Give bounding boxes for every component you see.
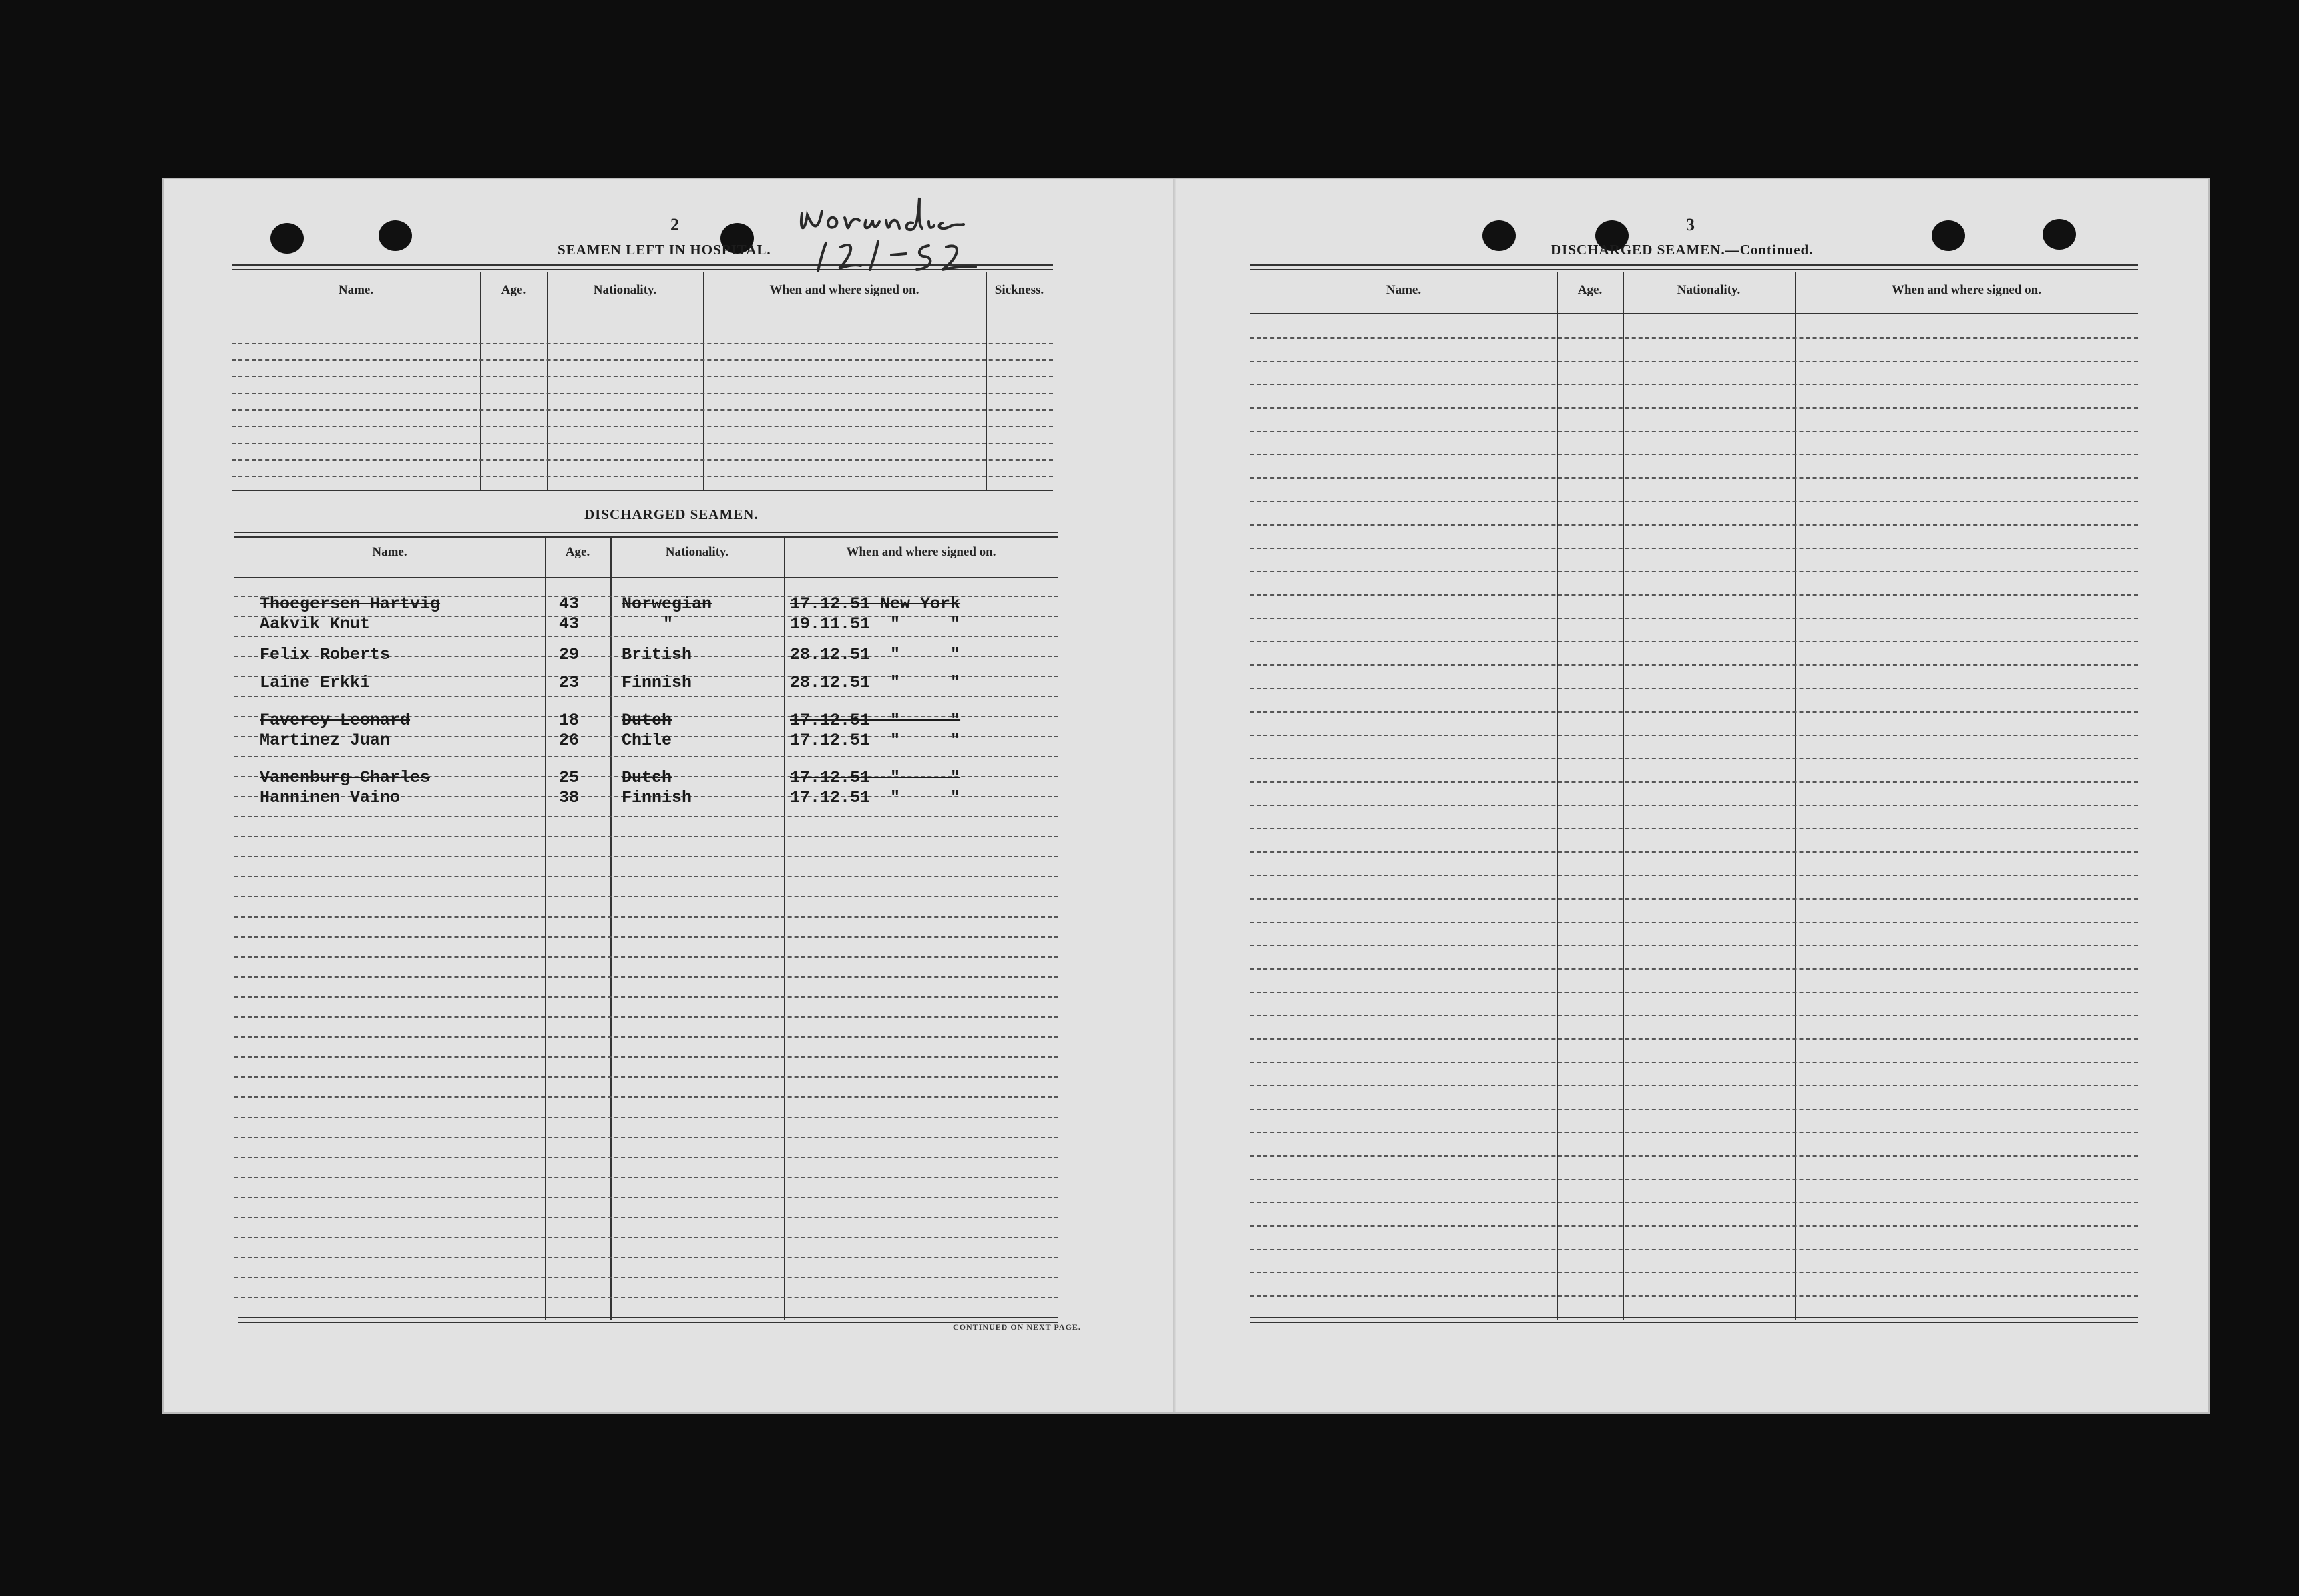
ruled-line: [234, 1016, 1058, 1018]
ruled-line: [1250, 384, 2138, 385]
seaman-name: Hanninen Vaino: [260, 788, 401, 807]
ruled-line: [234, 756, 1058, 757]
ruled-line: [1250, 922, 2138, 923]
ruled-line: [1250, 501, 2138, 502]
ruled-line: [232, 459, 1053, 461]
ruled-line: [1250, 805, 2138, 806]
discharged-continued-title: DISCHARGED SEAMEN.—Continued.: [1551, 242, 1814, 258]
ruled-line: [1250, 1295, 2138, 1297]
ruled-line: [234, 1036, 1058, 1038]
seaman-age: 18: [559, 711, 580, 730]
seaman-name: Aakvik Knut: [260, 614, 371, 634]
ruled-line: [1250, 1155, 2138, 1157]
binder-hole: [1932, 220, 1965, 251]
table-bottom-rule: [238, 1317, 1058, 1323]
seaman-nationality: Dutch: [622, 711, 672, 730]
discharged-section-title: DISCHARGED SEAMEN.: [584, 506, 759, 522]
seaman-age: 43: [559, 614, 580, 634]
ruled-line: [1250, 688, 2138, 689]
ruled-line: [1250, 454, 2138, 455]
ruled-line: [1250, 548, 2138, 549]
document-sheet: [162, 178, 2210, 1414]
ruled-line: [234, 916, 1058, 918]
seaman-age: 25: [559, 768, 580, 787]
ruled-line: [1250, 1109, 2138, 1110]
seaman-nationality: Finnish: [622, 788, 692, 807]
ruled-line: [1250, 594, 2138, 596]
section-rule: [232, 490, 1053, 491]
column-divider: [703, 272, 704, 490]
ruled-line: [1250, 524, 2138, 526]
header-double-rule: [1250, 264, 2138, 270]
ruled-line: [232, 443, 1053, 444]
ruled-line: [1250, 945, 2138, 946]
discharged-col-age: Age.: [565, 545, 590, 559]
ruled-line: [234, 1277, 1058, 1278]
page-number: 3: [1686, 215, 1695, 234]
seaman-signed-on: 28.12.51 " ": [790, 673, 961, 692]
seaman-name: Faverey Leonard: [260, 711, 411, 730]
seaman-nationality: ": [663, 614, 674, 634]
hospital-col-name: Name.: [338, 283, 374, 297]
ruled-line: [234, 816, 1058, 817]
ruled-line: [234, 976, 1058, 978]
ruled-line: [1250, 1038, 2138, 1040]
seaman-signed-on: 17.12.51 New York: [790, 594, 961, 614]
ruled-line: [1250, 711, 2138, 713]
ruled-line: [1250, 851, 2138, 853]
seaman-age: 29: [559, 645, 580, 664]
ruled-line: [1250, 477, 2138, 479]
ruled-line: [234, 1117, 1058, 1118]
ruled-line: [234, 636, 1058, 637]
binder-hole: [1482, 220, 1516, 251]
seaman-name: Thoegersen Hartvig: [260, 594, 441, 614]
ruled-line: [232, 426, 1053, 427]
seaman-signed-on: 17.12.51 " ": [790, 731, 961, 750]
seaman-age: 43: [559, 594, 580, 614]
ruled-line: [234, 1197, 1058, 1198]
ruled-line: [1250, 664, 2138, 666]
binder-hole: [2043, 219, 2076, 250]
ruled-line: [1250, 1249, 2138, 1250]
table-bottom-rule: [1250, 1317, 2138, 1323]
right-col-age: Age.: [1577, 283, 1603, 297]
header-underline: [1250, 313, 2138, 314]
column-divider: [547, 272, 548, 490]
seaman-name: Felix Roberts: [260, 645, 391, 664]
ruled-line: [234, 1237, 1058, 1238]
seaman-age: 23: [559, 673, 580, 692]
hospital-col-nationality: Nationality.: [593, 283, 657, 297]
ruled-line: [234, 1177, 1058, 1178]
ruled-line: [234, 1257, 1058, 1258]
seaman-signed-on: 19.11.51 " ": [790, 614, 961, 634]
hospital-col-sickness: Sickness.: [994, 283, 1044, 297]
column-divider: [480, 272, 481, 490]
ruled-line: [234, 876, 1058, 877]
ruled-line: [232, 409, 1053, 411]
ruled-line: [234, 936, 1058, 938]
column-divider: [1795, 272, 1796, 1320]
seaman-age: 38: [559, 788, 580, 807]
page-fold: [1173, 179, 1176, 1412]
ruled-line: [1250, 898, 2138, 900]
ruled-line: [1250, 431, 2138, 432]
right-col-name: Name.: [1386, 283, 1422, 297]
ruled-line: [234, 856, 1058, 857]
ruled-line: [232, 376, 1053, 377]
seaman-signed-on: 17.12.51 " ": [790, 788, 961, 807]
continued-footer: CONTINUED ON NEXT PAGE.: [953, 1322, 1081, 1332]
ruled-line: [1250, 758, 2138, 759]
header-underline: [234, 577, 1058, 578]
ruled-line: [1250, 1085, 2138, 1086]
ruled-line: [1250, 1062, 2138, 1063]
discharged-col-signed-on: When and where signed on.: [846, 545, 996, 559]
seaman-name: Vanenburg Charles: [260, 768, 431, 787]
ruled-line: [234, 1137, 1058, 1138]
discharged-col-nationality: Nationality.: [665, 545, 729, 559]
hospital-col-signed-on: When and where signed on.: [769, 283, 919, 297]
ruled-line: [1250, 1272, 2138, 1273]
seaman-nationality: Norwegian: [622, 594, 712, 614]
ruled-line: [1250, 1202, 2138, 1203]
ruled-line: [234, 956, 1058, 958]
ruled-line: [234, 696, 1058, 697]
ruled-line: [1250, 618, 2138, 619]
discharged-col-name: Name.: [372, 545, 407, 559]
ruled-line: [234, 1297, 1058, 1298]
seaman-nationality: Dutch: [622, 768, 672, 787]
right-col-nationality: Nationality.: [1677, 283, 1741, 297]
handwriting-icon: [791, 191, 1032, 284]
seaman-nationality: Finnish: [622, 673, 692, 692]
ruled-line: [234, 1056, 1058, 1058]
ruled-line: [234, 1096, 1058, 1098]
seaman-signed-on: 28.12.51 " ": [790, 645, 961, 664]
column-divider: [1623, 272, 1624, 1320]
column-divider: [986, 272, 987, 490]
seaman-signed-on: 17.12.51 " ": [790, 768, 961, 787]
ruled-line: [1250, 641, 2138, 642]
column-divider: [1557, 272, 1558, 1320]
ruled-line: [234, 1217, 1058, 1218]
right-col-signed-on: When and where signed on.: [1891, 283, 2041, 297]
ruled-line: [234, 996, 1058, 998]
ruled-line: [1250, 407, 2138, 409]
ruled-line: [1250, 571, 2138, 572]
ruled-line: [1250, 992, 2138, 993]
ruled-line: [1250, 781, 2138, 783]
ruled-line: [1250, 1225, 2138, 1227]
ruled-line: [232, 476, 1053, 477]
ruled-line: [1250, 875, 2138, 876]
hospital-section-title: SEAMEN LEFT IN HOSPITAL.: [558, 242, 771, 258]
ruled-line: [1250, 828, 2138, 829]
ruled-line: [1250, 968, 2138, 970]
ruled-line: [1250, 361, 2138, 362]
ruled-line: [234, 1157, 1058, 1158]
binder-hole: [379, 220, 412, 251]
seaman-name: Laine Erkki: [260, 673, 371, 692]
seaman-name: Martinez Juan: [260, 731, 391, 750]
handwritten-note: [791, 191, 1032, 284]
seaman-nationality: Chile: [622, 731, 672, 750]
ruled-line: [232, 343, 1053, 344]
seaman-age: 26: [559, 731, 580, 750]
ruled-line: [1250, 1179, 2138, 1180]
ruled-line: [234, 1076, 1058, 1078]
ruled-line: [1250, 1132, 2138, 1133]
header-double-rule: [234, 532, 1058, 538]
ruled-line: [232, 359, 1053, 361]
ruled-line: [1250, 337, 2138, 339]
page-number: 2: [670, 215, 679, 234]
seaman-nationality: British: [622, 645, 692, 664]
ruled-line: [1250, 735, 2138, 736]
ruled-line: [234, 896, 1058, 897]
hospital-col-age: Age.: [501, 283, 526, 297]
binder-hole: [270, 223, 304, 254]
ruled-line: [232, 393, 1053, 394]
ruled-line: [234, 836, 1058, 837]
seaman-signed-on: 17.12.51 " ": [790, 711, 961, 730]
ruled-line: [1250, 1015, 2138, 1016]
